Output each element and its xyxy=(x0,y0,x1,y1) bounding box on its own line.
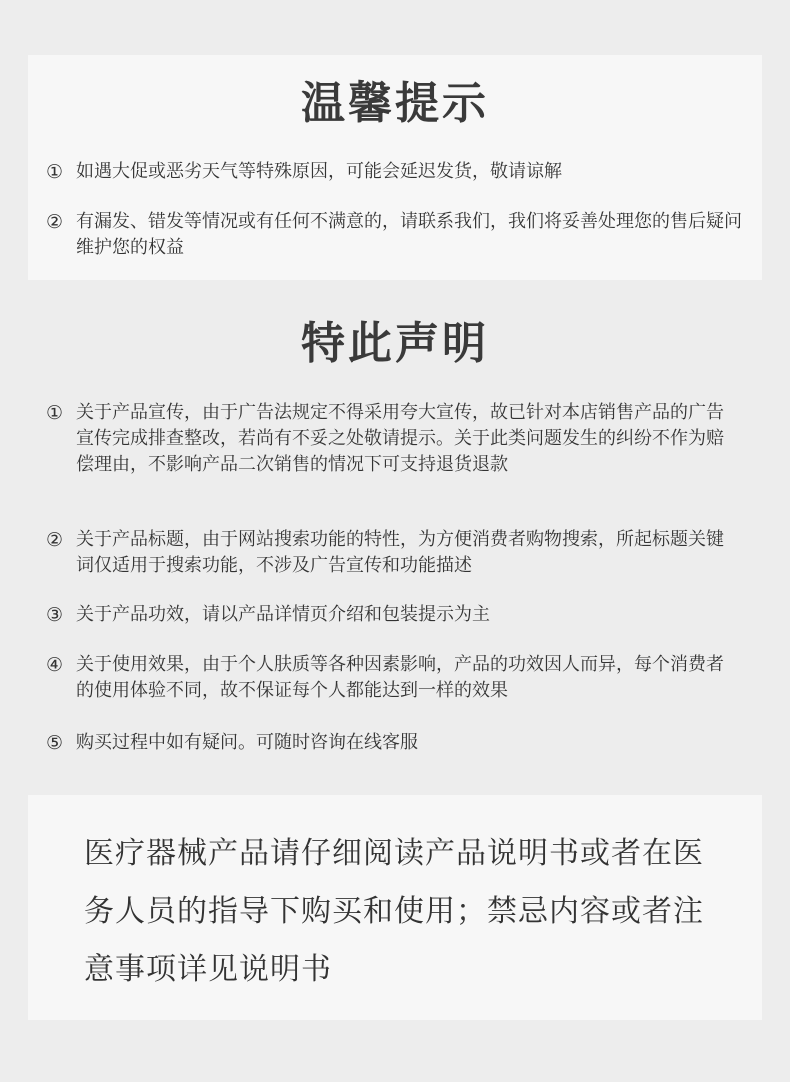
item-number: ④ xyxy=(46,654,64,676)
item-number: ⑤ xyxy=(46,732,64,754)
statement-item xyxy=(46,602,736,628)
statement-item xyxy=(46,527,736,579)
item-text: 关于产品宣传，由于广告法规定不得采用夸大宣传，故已针对本店销售产品的广告宣传完成排查整改，若尚有不妥之处敬请提示。关于此类问题发生的纠纷不作为赔偿理由，不影响产品二次销售的情况下可支持退货退款 xyxy=(76,402,724,475)
notice-item xyxy=(46,209,746,261)
item-text: 购买过程中如有疑问。可随时咨询在线客服 xyxy=(76,732,418,753)
item-text: 关于使用效果，由于个人肤质等各种因素影响，产品的功效因人而异，每个消费者的使用体验不同，故不保证每个人都能达到一样的效果 xyxy=(76,654,724,701)
statement-item xyxy=(46,652,736,704)
item-text: 如遇大促或恶劣天气等特殊原因，可能会延迟发货，敬请谅解 xyxy=(76,161,562,182)
item-number: ② xyxy=(46,529,64,551)
item-text: 关于产品功效，请以产品详情页介绍和包装提示为主 xyxy=(76,604,490,625)
item-number: ① xyxy=(46,402,64,424)
notice-title: 温馨提示 xyxy=(301,78,489,129)
item-number: ③ xyxy=(46,604,64,626)
medical-device-notice-card xyxy=(28,795,762,1020)
item-number: ① xyxy=(46,161,64,183)
item-text: 关于产品标题，由于网站搜索功能的特性，为方便消费者购物搜索，所起标题关键词仅适用于搜索功能，不涉及广告宣传和功能描述 xyxy=(76,529,724,576)
statement-item xyxy=(46,400,736,478)
item-text: 有漏发、错发等情况或有任何不满意的，请联系我们，我们将妥善处理您的售后疑问维护您的权益 xyxy=(76,211,742,258)
notice-item xyxy=(46,159,746,185)
notice-card xyxy=(28,55,762,280)
statement-section xyxy=(0,280,790,790)
statement-item xyxy=(46,730,736,756)
statement-title: 特此声明 xyxy=(301,318,489,369)
medical-device-notice-text: 医疗器械产品请仔细阅读产品说明书或者在医务人员的指导下购买和使用；禁忌内容或者注意事项详见说明书 xyxy=(84,836,704,987)
item-number: ② xyxy=(46,211,64,233)
